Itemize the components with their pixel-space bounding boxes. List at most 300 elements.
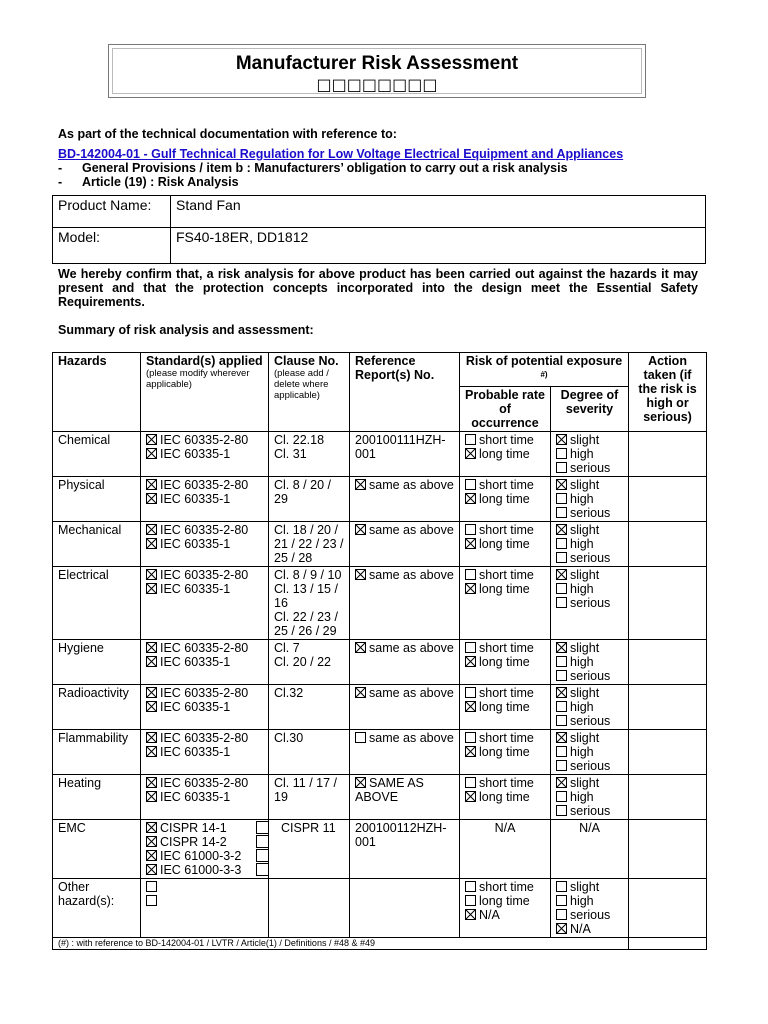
na-option-text: N/A bbox=[570, 922, 591, 937]
long-time-option-text: long time bbox=[479, 537, 530, 552]
intro-bullet-1-text: General Provisions / item b : Manufacturers’ obligation to carry out a risk analysis bbox=[82, 161, 568, 175]
severity-cell bbox=[551, 432, 629, 477]
standard-item-checkbox[interactable] bbox=[146, 434, 157, 445]
clause-cell bbox=[269, 879, 350, 938]
clause-text: Cl. 20 / 22 bbox=[274, 655, 331, 670]
standard-item-text: IEC 60335-2-80 bbox=[160, 568, 249, 583]
report-checkbox[interactable] bbox=[355, 732, 366, 743]
slight-option-checkbox[interactable] bbox=[556, 642, 567, 653]
probability-cell bbox=[460, 567, 551, 640]
action-cell[interactable] bbox=[629, 522, 707, 567]
slight-option-checkbox[interactable] bbox=[556, 479, 567, 490]
high-option-checkbox[interactable] bbox=[556, 538, 567, 549]
hazard-cell: Radioactivity bbox=[53, 685, 141, 730]
confirmation-statement: We hereby confirm that, a risk analysis for above product has been carried out against the hazards it may present and that the protection concepts incorporated into the design meet the Essential Safety Requirements. bbox=[58, 267, 698, 309]
standard-item-text: IEC 60335-1 bbox=[160, 790, 231, 805]
clause-text: Cl. 18 / 20 / 21 / 22 / 23 / 25 / 28 bbox=[274, 523, 344, 566]
serious-option-text: serious bbox=[570, 506, 611, 521]
slight-option bbox=[556, 433, 623, 447]
standard-item-checkbox[interactable] bbox=[146, 777, 157, 788]
other-standard-1 bbox=[146, 880, 263, 894]
short-time-option-checkbox[interactable] bbox=[465, 524, 476, 535]
slight-option-text: slight bbox=[570, 568, 600, 583]
short-time-option bbox=[465, 478, 545, 492]
standard-item bbox=[146, 537, 263, 551]
short-time-option-text: short time bbox=[479, 776, 534, 791]
standard-item bbox=[146, 776, 263, 790]
severity-cell bbox=[551, 477, 629, 522]
table-row-emc bbox=[53, 820, 707, 879]
severity-cell: N/A bbox=[551, 820, 629, 879]
short-time-option bbox=[465, 880, 545, 894]
hazard-cell: EMC bbox=[53, 820, 141, 879]
probability-cell bbox=[460, 432, 551, 477]
col-severity bbox=[551, 387, 629, 432]
table-row-other bbox=[53, 879, 707, 938]
report-text: SAME AS ABOVE bbox=[355, 776, 424, 805]
standard-item-checkbox[interactable] bbox=[146, 448, 157, 459]
report-cell bbox=[350, 730, 460, 775]
serious-option bbox=[556, 804, 623, 818]
standard-item-text: IEC 60335-2-80 bbox=[160, 731, 249, 746]
slight-option-checkbox[interactable] bbox=[556, 777, 567, 788]
report-text: same as above bbox=[369, 478, 454, 493]
long-time-option-text: long time bbox=[479, 582, 530, 597]
standard-item-text: IEC 60335-2-80 bbox=[160, 523, 249, 538]
serious-option-text: serious bbox=[570, 759, 611, 774]
long-time-option bbox=[465, 537, 545, 551]
high-option-checkbox[interactable] bbox=[556, 701, 567, 712]
long-time-option-checkbox[interactable] bbox=[465, 538, 476, 549]
footnote-empty bbox=[629, 938, 707, 950]
title-inner bbox=[112, 48, 642, 94]
serious-option-checkbox[interactable] bbox=[556, 715, 567, 726]
standard-item bbox=[146, 523, 263, 537]
short-time-option-checkbox[interactable] bbox=[465, 881, 476, 892]
probability-cell bbox=[460, 775, 551, 820]
short-time-option bbox=[465, 568, 545, 582]
hazard-cell: Other hazard(s): bbox=[53, 879, 141, 938]
high-option-checkbox[interactable] bbox=[556, 656, 567, 667]
short-time-option-text: short time bbox=[479, 523, 534, 538]
slight-option-checkbox[interactable] bbox=[556, 881, 567, 892]
title-box bbox=[108, 44, 646, 98]
standard-item-checkbox[interactable] bbox=[146, 850, 157, 861]
short-time-option-checkbox[interactable] bbox=[465, 479, 476, 490]
clause-cell bbox=[269, 775, 350, 820]
standards-cell bbox=[141, 567, 269, 640]
standard-item bbox=[146, 686, 263, 700]
long-time-option-checkbox[interactable] bbox=[465, 701, 476, 712]
serious-option-checkbox[interactable] bbox=[556, 670, 567, 681]
standard-item-checkbox[interactable] bbox=[146, 864, 157, 875]
slight-option-text: slight bbox=[570, 523, 600, 538]
high-option-text: high bbox=[570, 447, 594, 462]
standard-item bbox=[146, 568, 263, 582]
high-option-text: high bbox=[570, 655, 594, 670]
side-checkbox[interactable] bbox=[256, 835, 269, 848]
col-standards bbox=[141, 353, 269, 432]
long-time-option bbox=[465, 894, 545, 908]
high-option-checkbox[interactable] bbox=[556, 895, 567, 906]
clause-cell bbox=[269, 685, 350, 730]
long-time-option-text: long time bbox=[479, 700, 530, 715]
long-time-option-text: long time bbox=[479, 655, 530, 670]
col-standards-note: (please modify wherever applicable) bbox=[146, 368, 250, 390]
standards-cell bbox=[141, 522, 269, 567]
standards-cell bbox=[141, 879, 269, 938]
high-option-text: high bbox=[570, 700, 594, 715]
na-option-checkbox[interactable] bbox=[556, 923, 567, 934]
serious-option-checkbox[interactable] bbox=[556, 507, 567, 518]
long-time-option bbox=[465, 492, 545, 506]
high-option-checkbox[interactable] bbox=[556, 583, 567, 594]
action-cell[interactable] bbox=[629, 640, 707, 685]
intro-bullet-1: - General Provisions / item b : Manufacturers’ obligation to carry out a risk analysis bbox=[58, 161, 568, 175]
serious-option bbox=[556, 669, 623, 683]
report-cell bbox=[350, 879, 460, 938]
standard-item-checkbox[interactable] bbox=[146, 836, 157, 847]
short-time-option-text: short time bbox=[479, 478, 534, 493]
severity-cell bbox=[551, 775, 629, 820]
report-cell bbox=[350, 775, 460, 820]
table-row bbox=[53, 477, 707, 522]
product-table bbox=[52, 195, 706, 264]
serious-option-text: serious bbox=[570, 714, 611, 729]
standards-cell bbox=[141, 730, 269, 775]
serious-option-text: serious bbox=[570, 908, 611, 923]
na-option-text: N/A bbox=[479, 908, 500, 923]
slight-option bbox=[556, 880, 623, 894]
na-option bbox=[556, 922, 623, 936]
serious-option bbox=[556, 506, 623, 520]
high-option bbox=[556, 582, 623, 596]
col-risk-label: Risk of potential exposure bbox=[465, 354, 623, 368]
standard-item bbox=[146, 821, 263, 835]
short-time-option bbox=[465, 641, 545, 655]
short-time-option-checkbox[interactable] bbox=[465, 642, 476, 653]
serious-option-text: serious bbox=[570, 669, 611, 684]
standard-item-checkbox[interactable] bbox=[146, 524, 157, 535]
na-option bbox=[465, 908, 545, 922]
standards-cell bbox=[141, 432, 269, 477]
hazard-cell: Physical bbox=[53, 477, 141, 522]
long-time-option bbox=[465, 790, 545, 804]
high-option-checkbox[interactable] bbox=[556, 448, 567, 459]
serious-option-checkbox[interactable] bbox=[556, 552, 567, 563]
slight-option bbox=[556, 568, 623, 582]
report-checkbox[interactable] bbox=[355, 642, 366, 653]
short-time-option-checkbox[interactable] bbox=[465, 569, 476, 580]
slight-option-text: slight bbox=[570, 433, 600, 448]
clause-text: Cl. 7 bbox=[274, 641, 300, 656]
standard-item-text: IEC 60335-1 bbox=[160, 492, 231, 507]
product-name-value: Stand Fan bbox=[171, 196, 706, 228]
col-probable-label: Probable rate of occurrence bbox=[465, 388, 545, 431]
clause-cell: CISPR 11 bbox=[269, 820, 350, 879]
long-time-option-checkbox[interactable] bbox=[465, 493, 476, 504]
report-text: same as above bbox=[369, 731, 454, 746]
standard-item-text: IEC 60335-1 bbox=[160, 700, 231, 715]
high-option bbox=[556, 745, 623, 759]
serious-option-checkbox[interactable] bbox=[556, 805, 567, 816]
hazard-cell: Electrical bbox=[53, 567, 141, 640]
standard-item bbox=[146, 863, 263, 877]
col-risk-sup: #) bbox=[540, 370, 548, 379]
standard-item-text: IEC 61000-3-3 bbox=[160, 863, 242, 878]
slight-option bbox=[556, 478, 623, 492]
intro-lead: As part of the technical documentation with reference to: bbox=[58, 127, 397, 141]
action-cell[interactable] bbox=[629, 775, 707, 820]
clause-text: Cl. 13 / 15 / 16 bbox=[274, 582, 338, 611]
report-checkbox[interactable] bbox=[355, 569, 366, 580]
slight-option-checkbox[interactable] bbox=[556, 732, 567, 743]
slight-option bbox=[556, 731, 623, 745]
serious-option bbox=[556, 759, 623, 773]
standard-item-checkbox[interactable] bbox=[146, 822, 157, 833]
slight-option bbox=[556, 776, 623, 790]
standard-item-text: CISPR 14-1 bbox=[160, 821, 227, 836]
action-cell[interactable] bbox=[629, 685, 707, 730]
probability-cell bbox=[460, 640, 551, 685]
high-option-checkbox[interactable] bbox=[556, 791, 567, 802]
col-risk bbox=[460, 353, 629, 387]
long-time-option-text: long time bbox=[479, 894, 530, 909]
standard-item-checkbox[interactable] bbox=[146, 687, 157, 698]
standard-item-checkbox[interactable] bbox=[146, 701, 157, 712]
standards-cell bbox=[141, 640, 269, 685]
side-checkbox[interactable] bbox=[256, 863, 269, 876]
standard-item-checkbox[interactable] bbox=[146, 479, 157, 490]
standard-item-checkbox[interactable] bbox=[146, 732, 157, 743]
high-option-text: high bbox=[570, 790, 594, 805]
standard-item-checkbox[interactable] bbox=[146, 493, 157, 504]
high-option-text: high bbox=[570, 492, 594, 507]
clause-text: Cl. 22.18 bbox=[274, 433, 325, 448]
serious-option-text: serious bbox=[570, 596, 611, 611]
standard-item-text: IEC 60335-1 bbox=[160, 582, 231, 597]
severity-cell bbox=[551, 879, 629, 938]
clause-cell bbox=[269, 640, 350, 685]
long-time-option bbox=[465, 447, 545, 461]
standard-item-checkbox[interactable] bbox=[146, 746, 157, 757]
short-time-option bbox=[465, 776, 545, 790]
intro-section bbox=[58, 127, 708, 189]
short-time-option bbox=[465, 523, 545, 537]
standard-item-checkbox[interactable] bbox=[146, 656, 157, 667]
long-time-option-text: long time bbox=[479, 745, 530, 760]
short-time-option-checkbox[interactable] bbox=[465, 777, 476, 788]
standard-item bbox=[146, 835, 263, 849]
serious-option-text: serious bbox=[570, 551, 611, 566]
slight-option-checkbox[interactable] bbox=[556, 569, 567, 580]
report-text: same as above bbox=[369, 568, 454, 583]
slight-option-checkbox[interactable] bbox=[556, 434, 567, 445]
standard-item-text: IEC 60335-1 bbox=[160, 537, 231, 552]
col-action bbox=[629, 353, 707, 432]
report-text: same as above bbox=[369, 641, 454, 656]
probability-cell bbox=[460, 879, 551, 938]
high-option-checkbox[interactable] bbox=[556, 746, 567, 757]
severity-cell bbox=[551, 730, 629, 775]
col-clause-label: Clause No. bbox=[274, 354, 339, 368]
hazard-cell: Mechanical bbox=[53, 522, 141, 567]
other-standard-2-checkbox[interactable] bbox=[146, 895, 157, 906]
standard-item-checkbox[interactable] bbox=[146, 569, 157, 580]
serious-option-checkbox[interactable] bbox=[556, 909, 567, 920]
serious-option-text: serious bbox=[570, 804, 611, 819]
table-row bbox=[53, 685, 707, 730]
slight-option-text: slight bbox=[570, 731, 600, 746]
probability-cell bbox=[460, 477, 551, 522]
col-reference bbox=[350, 353, 460, 432]
standard-item-text: IEC 60335-2-80 bbox=[160, 686, 249, 701]
report-text: same as above bbox=[369, 686, 454, 701]
col-action-label: Action taken (if the risk is high or serious) bbox=[638, 354, 697, 424]
col-clause bbox=[269, 353, 350, 432]
long-time-option-checkbox[interactable] bbox=[465, 895, 476, 906]
long-time-option bbox=[465, 745, 545, 759]
report-checkbox[interactable] bbox=[355, 777, 366, 788]
slight-option bbox=[556, 641, 623, 655]
short-time-option-checkbox[interactable] bbox=[465, 434, 476, 445]
serious-option bbox=[556, 908, 623, 922]
serious-option-checkbox[interactable] bbox=[556, 462, 567, 473]
action-cell[interactable] bbox=[629, 820, 707, 879]
clause-text: Cl. 11 / 17 / 19 bbox=[274, 776, 337, 805]
slight-option-checkbox[interactable] bbox=[556, 524, 567, 535]
table-row bbox=[53, 775, 707, 820]
slight-option-text: slight bbox=[570, 880, 600, 895]
standard-item bbox=[146, 582, 263, 596]
severity-cell bbox=[551, 685, 629, 730]
standards-cell bbox=[141, 477, 269, 522]
long-time-option bbox=[465, 700, 545, 714]
severity-cell bbox=[551, 567, 629, 640]
short-time-option-checkbox[interactable] bbox=[465, 687, 476, 698]
side-checkboxes bbox=[256, 821, 269, 877]
report-cell bbox=[350, 567, 460, 640]
probability-cell bbox=[460, 685, 551, 730]
slight-option-text: slight bbox=[570, 776, 600, 791]
high-option-text: high bbox=[570, 537, 594, 552]
report-cell bbox=[350, 685, 460, 730]
slight-option bbox=[556, 523, 623, 537]
high-option-text: high bbox=[570, 745, 594, 760]
standard-item-checkbox[interactable] bbox=[146, 538, 157, 549]
standard-item bbox=[146, 655, 263, 669]
col-hazards-label: Hazards bbox=[58, 354, 107, 368]
side-checkbox[interactable] bbox=[256, 821, 269, 834]
standard-item bbox=[146, 641, 263, 655]
standard-item-text: IEC 61000-3-2 bbox=[160, 849, 242, 864]
high-option bbox=[556, 894, 623, 908]
standard-item bbox=[146, 790, 263, 804]
serious-option-checkbox[interactable] bbox=[556, 760, 567, 771]
slight-option-text: slight bbox=[570, 641, 600, 656]
side-checkbox[interactable] bbox=[256, 849, 269, 862]
table-row bbox=[53, 567, 707, 640]
report-checkbox[interactable] bbox=[355, 479, 366, 490]
action-cell[interactable] bbox=[629, 477, 707, 522]
severity-cell bbox=[551, 522, 629, 567]
probability-cell bbox=[460, 522, 551, 567]
report-checkbox[interactable] bbox=[355, 524, 366, 535]
high-option-checkbox[interactable] bbox=[556, 493, 567, 504]
clause-text: Cl. 22 / 23 / 25 / 26 / 29 bbox=[274, 610, 338, 639]
standard-item-checkbox[interactable] bbox=[146, 642, 157, 653]
hazard-cell: Chemical bbox=[53, 432, 141, 477]
hazard-cell: Flammability bbox=[53, 730, 141, 775]
risk-table-body bbox=[53, 432, 707, 950]
document-subtitle: □□□□□□□□ bbox=[316, 75, 438, 94]
long-time-option-checkbox[interactable] bbox=[465, 656, 476, 667]
product-name-label: Product Name: bbox=[53, 196, 171, 228]
high-option bbox=[556, 790, 623, 804]
short-time-option-text: short time bbox=[479, 641, 534, 656]
long-time-option-checkbox[interactable] bbox=[465, 448, 476, 459]
standard-item bbox=[146, 447, 263, 461]
standard-item-text: IEC 60335-2-80 bbox=[160, 641, 249, 656]
slight-option-checkbox[interactable] bbox=[556, 687, 567, 698]
probability-cell: N/A bbox=[460, 820, 551, 879]
na-option-checkbox[interactable] bbox=[465, 909, 476, 920]
short-time-option bbox=[465, 731, 545, 745]
standards-cell bbox=[141, 775, 269, 820]
standards-cell bbox=[141, 685, 269, 730]
summary-heading: Summary of risk analysis and assessment: bbox=[58, 323, 314, 337]
action-cell[interactable] bbox=[629, 730, 707, 775]
long-time-option-checkbox[interactable] bbox=[465, 583, 476, 594]
report-checkbox[interactable] bbox=[355, 687, 366, 698]
long-time-option-checkbox[interactable] bbox=[465, 791, 476, 802]
standard-item-text: IEC 60335-2-80 bbox=[160, 776, 249, 791]
standard-item-text: CISPR 14-2 bbox=[160, 835, 227, 850]
report-cell bbox=[350, 477, 460, 522]
table-row bbox=[53, 640, 707, 685]
clause-text: Cl.32 bbox=[274, 686, 304, 701]
report-cell bbox=[350, 522, 460, 567]
long-time-option-checkbox[interactable] bbox=[465, 746, 476, 757]
footnote-row bbox=[53, 938, 707, 950]
risk-table bbox=[52, 352, 707, 950]
clause-text: Cl. 8 / 9 / 10 bbox=[274, 568, 342, 583]
footnote-text: (#) : with reference to BD-142004-01 / LVTR / Article(1) / Definitions / #48 & #49 bbox=[53, 938, 629, 950]
clause-cell bbox=[269, 477, 350, 522]
standard-item-text: IEC 60335-2-80 bbox=[160, 478, 249, 493]
serious-option-checkbox[interactable] bbox=[556, 597, 567, 608]
action-cell[interactable] bbox=[629, 567, 707, 640]
slight-option-text: slight bbox=[570, 686, 600, 701]
high-option bbox=[556, 537, 623, 551]
long-time-option-text: long time bbox=[479, 492, 530, 507]
regulation-link[interactable]: BD-142004-01 - Gulf Technical Regulation for Low Voltage Electrical Equipment and Appliances bbox=[58, 147, 624, 161]
model-value: FS40-18ER, DD1812 bbox=[171, 228, 706, 264]
hazard-cell: Hygiene bbox=[53, 640, 141, 685]
serious-option-text: serious bbox=[570, 461, 611, 476]
action-cell[interactable] bbox=[629, 879, 707, 938]
standard-item-checkbox[interactable] bbox=[146, 583, 157, 594]
short-time-option-checkbox[interactable] bbox=[465, 732, 476, 743]
standard-item-checkbox[interactable] bbox=[146, 791, 157, 802]
long-time-option bbox=[465, 582, 545, 596]
serious-option bbox=[556, 714, 623, 728]
other-standard-1-checkbox[interactable] bbox=[146, 881, 157, 892]
report-text: same as above bbox=[369, 523, 454, 538]
serious-option bbox=[556, 551, 623, 565]
standard-item bbox=[146, 492, 263, 506]
action-cell[interactable] bbox=[629, 432, 707, 477]
